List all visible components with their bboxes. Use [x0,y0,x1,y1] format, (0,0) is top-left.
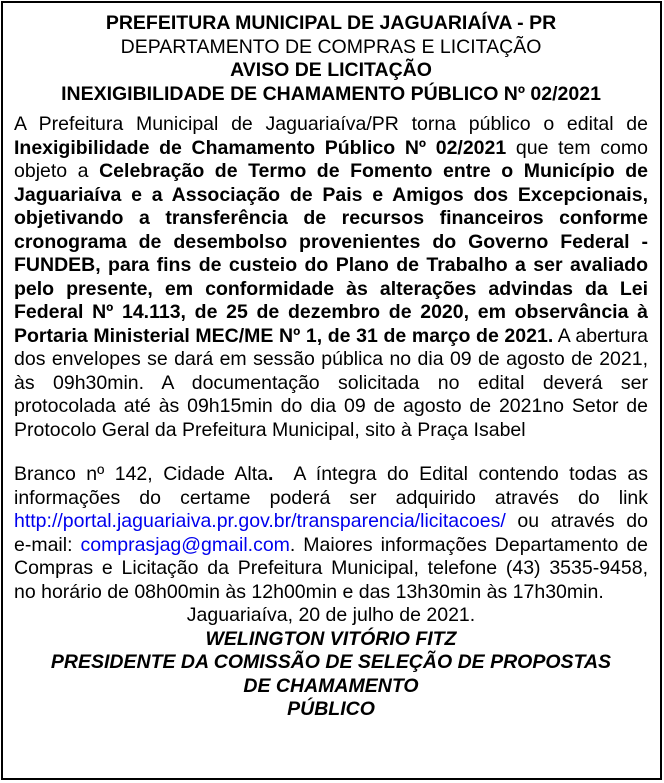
date-line: Jaguariaíva, 20 de julho de 2021. [186,604,476,626]
portal-link[interactable]: http://portal.jaguariaiva.pr.gov.br/transparencia/licitacoes/ [14,510,506,532]
p1-bold-object-title: Inexigibilidade de Chamamento Público Nº 02/2021 [14,136,507,159]
p1-text-3: A abertura dos envelopes se dará em sessão pública no dia 09 de agosto de 2021, às 09h30min. A documentação solicitada no edital deverá ser protocolada até às 09h15min do dia 09 de agosto de 2021no Setor de Protocolo Geral da Prefeitura Municipal, sito à Praça Isabel [14,324,648,441]
notice-type: AVISO DE LICITAÇÃO [230,59,432,81]
signature-block [14,628,648,722]
p2-text-2: A íntegra do Edital contendo todas as informações do certame poderá ser adquirido através do link [14,463,648,509]
notice-document [1,1,662,780]
notice-header [14,12,648,106]
body-paragraph-1 [14,113,648,442]
p2-text-1: Branco nº 142, Cidade Alta [14,463,269,485]
body-paragraph-2 [14,463,648,604]
signature-title-line-3: PÚBLICO [287,698,375,720]
p1-text-2: que tem como objeto a [14,136,648,182]
p2-bold-period: . [268,463,274,485]
signature-title-line-2: DE CHAMAMENTO [243,674,419,697]
notice-number: INEXIGIBILIDADE DE CHAMAMENTO PÚBLICO Nº 02/2021 [61,82,601,105]
email-link[interactable]: comprasjag@gmail.com [80,533,290,556]
signature-name: WELINGTON VITÓRIO FITZ [205,627,457,650]
p2-text-4: . Maiores informações Departamento de Compras e Licitação da Prefeitura Municipal, telefone (43) 3535-9458, no horário de 08h00min às 12h00min e das 13h30min às 17h30min. [14,533,648,603]
p1-bold-object-description: Celebração de Termo de Fomento entre o Município de Jaguariaíva e a Associação de Pais e Amigos dos Excepcionais, objetivando a transferência de recursos financeiros conforme cronograma de desembolso provenientes do Governo Federal - FUNDEB, para fins de custeio do Plano de Trabalho a ser avaliado pelo presente, em conformidade às alterações advindas da Lei Federal Nº 14.113, de 25 de dezembro de 2020, em observância à Portaria Ministerial MEC/ME Nº 1, de 31 de março de 2021. [14,160,648,347]
org-name: PREFEITURA MUNICIPAL DE JAGUARIAÍVA - PR [105,12,557,34]
department-name: DEPARTAMENTO DE COMPRAS E LICITAÇÃO [120,35,542,58]
p1-text-1: A Prefeitura Municipal de Jaguariaíva/PR torna público o edital de [14,113,648,135]
signature-title-line-1: PRESIDENTE DA COMISSÃO DE SELEÇÃO DE PROPOSTAS [50,651,612,673]
p2-text-3: ou através do e-mail: [14,510,648,556]
